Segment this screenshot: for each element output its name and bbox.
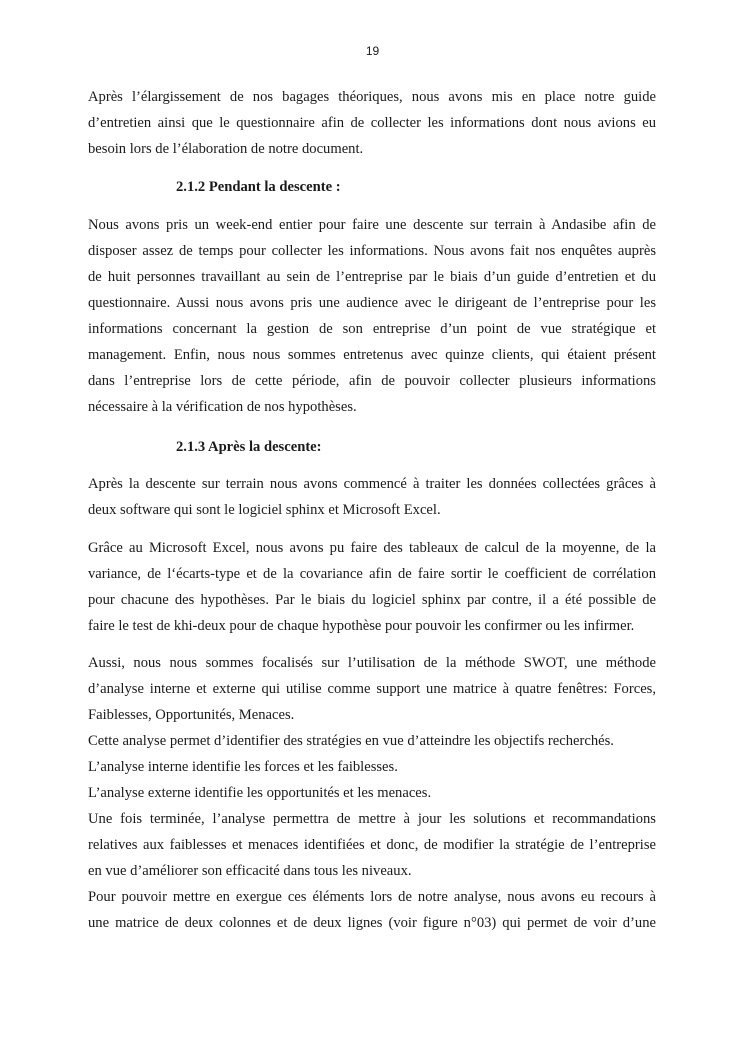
- paragraph: [88, 535, 656, 639]
- text-line: Faiblesses, Opportunités, Menaces.: [88, 707, 295, 723]
- paragraph: [88, 84, 656, 162]
- text-line: Après la descente sur terrain nous avons commencé à traiter les données collectées grâces à: [88, 476, 656, 492]
- text-line: Aussi, nous nous sommes focalisés sur l’utilisation de la méthode SWOT, une méthode: [88, 655, 656, 671]
- text-line: de huit personnes travaillant au sein de l’entreprise par le biais d’un guide d’entretien et du: [88, 269, 656, 285]
- text-line: Cette analyse permet d’identifier des stratégies en vue d’atteindre les objectifs recherchés.: [88, 733, 614, 749]
- paragraph: [88, 212, 656, 420]
- text-line: L’analyse interne identifie les forces et les faiblesses.: [88, 759, 398, 775]
- text-line: Grâce au Microsoft Excel, nous avons pu faire des tableaux de calcul de la moyenne, de la: [88, 540, 656, 556]
- text-line: d’entretien ainsi que le questionnaire afin de collecter les informations dont nous avions eu: [88, 115, 656, 131]
- paragraph: [88, 650, 656, 728]
- text-line: relatives aux faiblesses et menaces identifiées et donc, de modifier la stratégie de l’entreprise: [88, 837, 656, 853]
- text-line: variance, de l‘écarts-type et de la covariance afin de faire sortir le coefficient de corrélation: [88, 566, 656, 582]
- text-line: Une fois terminée, l’analyse permettra de mettre à jour les solutions et recommandations: [88, 811, 656, 827]
- section-heading: 2.1.3 Après la descente:: [176, 439, 322, 455]
- text-line: faire le test de khi-deux pour de chaque hypothèse pour pouvoir les confirmer ou les infirmer.: [88, 618, 635, 634]
- text-line: Après l’élargissement de nos bagages théoriques, nous avons mis en place notre guide: [88, 89, 656, 105]
- text-line: disposer assez de temps pour collecter les informations. Nous avons fait nos enquêtes auprès: [88, 243, 656, 259]
- paragraph: [88, 884, 656, 936]
- paragraph: [88, 728, 656, 754]
- section-heading: 2.1.2 Pendant la descente :: [176, 179, 341, 195]
- page-number: 19: [365, 44, 380, 58]
- text-line: d’analyse interne et externe qui utilise comme support une matrice à quatre fenêtres: Forces,: [88, 681, 656, 697]
- text-line: besoin lors de l’élaboration de notre document.: [88, 141, 364, 157]
- paragraph: [88, 780, 656, 806]
- paragraph: [88, 806, 656, 884]
- paragraph: [88, 471, 656, 523]
- text-line: questionnaire. Aussi nous avons pris une audience avec le dirigeant de l’entreprise pour les: [88, 295, 656, 311]
- text-line: en vue d’améliorer son efficacité dans tous les niveaux.: [88, 863, 412, 879]
- text-line: une matrice de deux colonnes et de deux lignes (voir figure n°03) qui permet de voir d’une: [88, 915, 656, 931]
- text-line: management. Enfin, nous nous sommes entretenus avec quinze clients, qui étaient présent: [88, 347, 656, 363]
- text-line: informations concernant la gestion de son entreprise d’un point de vue stratégique et: [88, 321, 656, 337]
- text-line: L’analyse externe identifie les opportunités et les menaces.: [88, 785, 432, 801]
- text-line: dans l’entreprise lors de cette période, afin de pouvoir collecter plusieurs informations: [88, 373, 656, 389]
- text-line: nécessaire à la vérification de nos hypothèses.: [88, 399, 357, 415]
- text-line: Nous avons pris un week-end entier pour faire une descente sur terrain à Andasibe afin de: [88, 217, 656, 233]
- text-line: deux software qui sont le logiciel sphinx et Microsoft Excel.: [88, 502, 441, 518]
- text-line: Pour pouvoir mettre en exergue ces éléments lors de notre analyse, nous avons eu recours à: [88, 889, 656, 905]
- text-line: pour chacune des hypothèses. Par le biais du logiciel sphinx par contre, il a été possible de: [88, 592, 656, 608]
- paragraph: [88, 754, 656, 780]
